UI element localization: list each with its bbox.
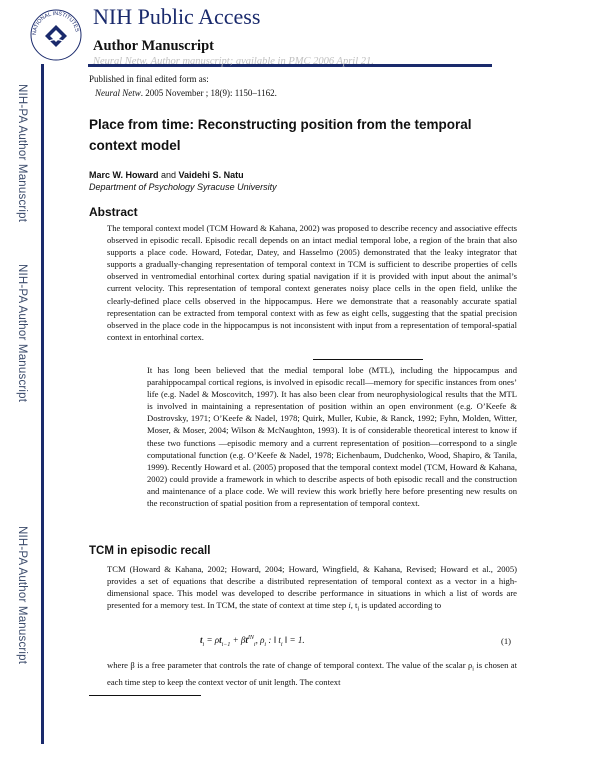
nih-logo [28,5,84,61]
eq-sub-i: i [202,641,205,648]
author-manuscript-label: Author Manuscript [93,38,214,54]
abstract-divider [313,359,423,360]
tcm-var-sub: i [357,607,360,613]
sidebar-label-1: NIH-PA Author Manuscript [16,84,28,223]
intro-paragraph: It has long been believed that the medial temporal lobe (MTL), including the hippocampus and parahippocampal cortical regions, is involved in episodic recall—memory for specific instances from ones’ life (e.g. Nadel & Moscovitch, 1997). It has also been clear from neurophysiological results that the MTL is involved in maintaining a representation of position within an open environment (e.g. O’Keefe & Dostrovsky, 1971; O’Keefe & Nadel, 1978; Quirk, Muller, Kubie, & Ranck, 1992; Fyhn, Molden, Witter, Moser, & Moser, 2004; Wilson & McNaughton, 1993). It is of considerable theoretical interest to know if these two functions —episodic memory and a current representation of position—correspond to a single computational function (e.g. O’Keefe & Nadel, 1978; Eichenbaum, Dudchenko, Wood, Shapiro, & Tanila, 1999). Recently Howard et al. (2005) proposed that the temporal context model (TCM, Howard & Kahana, 2002) could provide a framework in which to describe aspects of both episodic recall and the construction and maintenance of a place code. We will review this work briefly here before presenting new results on the reconstruction of spatial position from a representation of temporal context. [147,365,517,509]
citation-journal: Neural Netw [95,88,141,98]
tcm-var-i: i [348,600,351,611]
article-title: Place from time: Reconstructing position from the temporal context model [89,117,472,153]
citation [95,88,277,98]
tcm-paragraph [107,563,517,616]
eq-sup: IN [247,635,254,641]
sidebar-rule [41,64,44,744]
availability-line [93,56,374,67]
abstract-text: The temporal context model (TCM Howard & Kahana, 2002) was proposed to describe recency and associative effects observed in episodic recall. Episodic recall depends on an intact medial temporal lobe, a region of the brain that also supports a place code. Howard, Fotedar, Datey, and Hasselmo (2005) demonstrated that the leaky integrator that supports a gradually-changing representation of temporal context in TCM is sufficient to describe properties of cells observed in ventromedial entorhinal cortex during spatial navigation if it is provided with input about the animal’s current velocity. This representation of temporal context generates noisy place cells in the open field, unlike the clearly-defined place cells observed in the hippocampus. Here we demonstrate that a reasonably accurate spatial representation can be extracted from temporal context with as few as eight cells, suggesting that the spatial precision observed in the place code in the hippocampus is not inconsistent with input from a representation of temporal-spatial context in entorhinal cortex. [107,223,517,342]
author-1: Marc W. Howard [89,170,159,180]
citation-details: . 2005 November ; 18(9): 1150–1162. [140,88,277,98]
eq-cond-sub: i [264,641,267,648]
eq-plus: + β [230,635,246,645]
sidebar [0,0,44,776]
authors [89,170,244,180]
eq-sub-i2: i [253,641,256,648]
nih-public-access-title: NIH Public Access [93,4,261,29]
abstract-heading: Abstract [89,205,138,219]
section-heading-tcm: TCM in episodic recall [89,545,211,557]
availability-text: . Author manuscript; available in PMC 2006 April 21. [145,56,374,67]
eq-sub-im1: i−1 [221,641,231,648]
after-sub: i [472,666,474,673]
sidebar-label-2: NIH-PA Author Manuscript [16,264,28,403]
eq-cond-rest: : ‖ t [266,635,281,645]
eq-cond-sub2: i [280,641,283,648]
tcm-text-a: TCM (Howard & Kahana, 2002; Howard, 2004; Howard, Wingfield, & Kahana, Revised; Howard et al., 2005) provides a set of equations that describe a distributed representation of temporal context as a vector in a high-dimensional space. This model was developed to describe performance in situations in which a list of words are presented for a memory test. In TCM, the state of context at time step [107,564,517,611]
eq-eq: = ρ [204,635,220,645]
eq-cond: , ρ [255,635,265,645]
after-text-b: is chosen at each time step to keep the context vector of unit length. The context [107,660,517,687]
equation-number: (1) [501,636,512,646]
footnote-divider [89,695,201,696]
after-text-a: where β is a free parameter that controls the rate of change of temporal context. The value of the scalar ρ [107,660,473,670]
tcm-var-sep: , t [350,600,358,611]
author-joiner: and [158,170,179,180]
affiliation: Department of Psychology Syracuse University [89,182,277,192]
eq-t3: t [245,635,248,645]
equation-1 [200,635,305,648]
availability-journal: Neural Netw [93,56,146,67]
logo-text: NATIONAL INSTITUTES [31,10,80,36]
author-2: Vaidehi S. Natu [178,170,244,180]
after-equation-paragraph [107,659,517,688]
tcm-text-b: is updated according to [359,600,442,611]
sidebar-label-3: NIH-PA Author Manuscript [16,526,28,665]
published-label: Published in final edited form as: [89,74,209,84]
eq-t2: t [219,635,222,645]
eq-cond-end: ‖ = 1. [282,635,305,645]
eq-t: t [200,635,203,645]
